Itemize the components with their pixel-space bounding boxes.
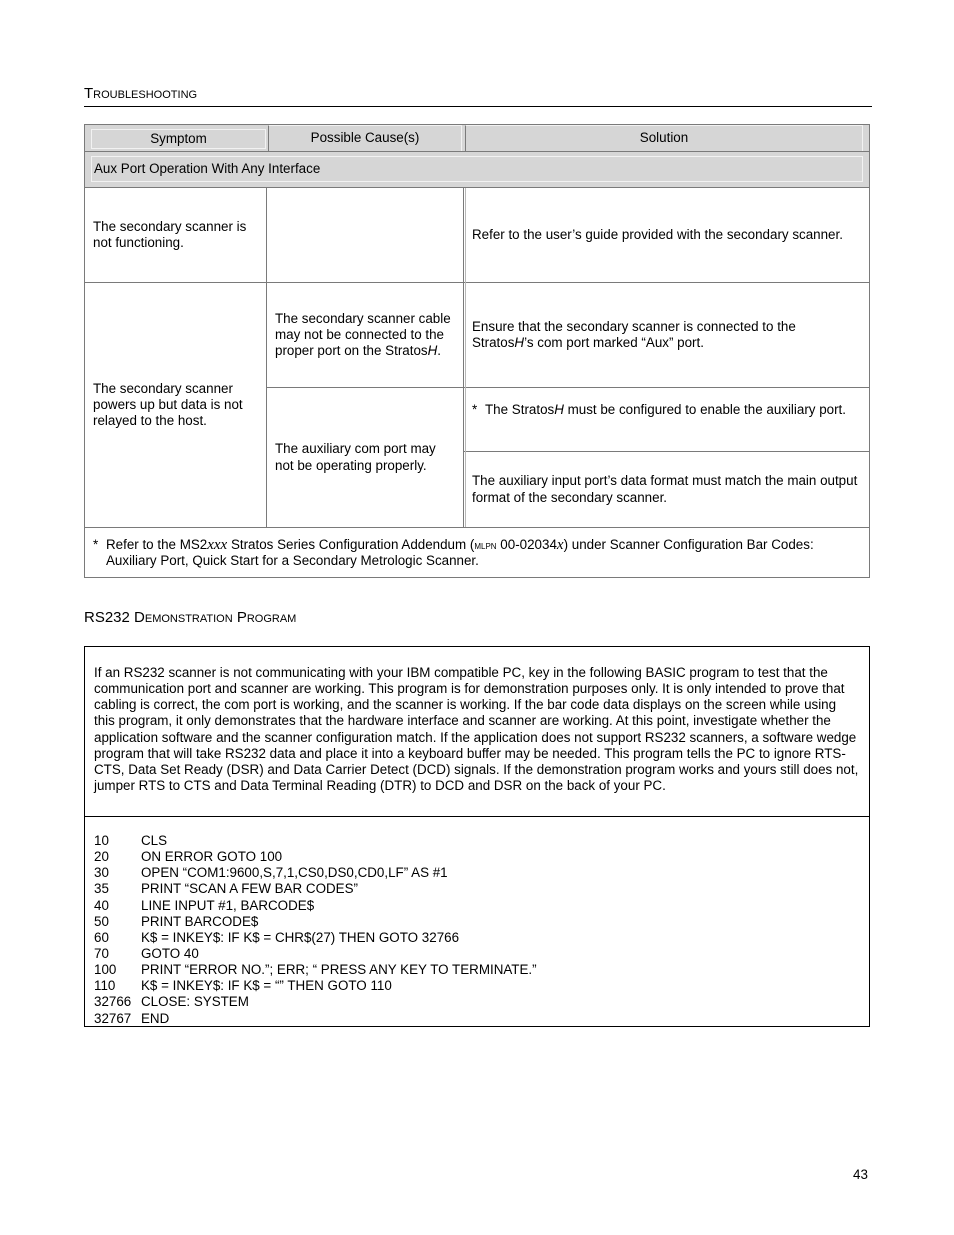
demo-heading: RS232 Demonstration Program xyxy=(84,609,297,626)
code-statement: PRINT “ERROR NO.”; ERR; “ PRESS ANY KEY TO TERMINATE.” xyxy=(141,962,537,978)
troubleshooting-table xyxy=(84,124,870,578)
header-cause: Possible Cause(s) xyxy=(268,125,462,152)
group-label: Aux Port Operation With Any Interface xyxy=(91,156,863,182)
demo-divider xyxy=(85,816,869,817)
code-line-number: 30 xyxy=(94,865,109,881)
row2-solution2: * The StratosH must be configured to enable the auxiliary port. xyxy=(472,402,847,417)
heading-rule xyxy=(84,106,872,107)
code-line-number: 70 xyxy=(94,945,109,961)
code-statement: K$ = INKEY$: IF K$ = CHR$(27) THEN GOTO 32766 xyxy=(141,929,460,945)
row1-symptom: The secondary scanner is not functioning. xyxy=(93,218,247,250)
code-line-number: 32766 xyxy=(94,994,132,1010)
code-statement: PRINT BARCODE$ xyxy=(141,913,259,929)
code-line-number: 100 xyxy=(94,962,117,978)
header-solution: Solution xyxy=(465,125,863,152)
code-line-number: 40 xyxy=(94,897,109,913)
code-line-number: 110 xyxy=(94,978,116,994)
code-statement: LINE INPUT #1, BARCODE$ xyxy=(141,897,315,913)
row2-solution3: The auxiliary input port’s data format must match the main output format of the secondary scanner. xyxy=(472,473,858,505)
code-statement: CLOSE: SYSTEM xyxy=(141,994,249,1010)
troubleshooting-heading: Troubleshooting xyxy=(84,85,198,102)
code-statement: ON ERROR GOTO 100 xyxy=(141,849,283,865)
code-line-number: 32767 xyxy=(94,1010,132,1026)
code-line-number: 10 xyxy=(94,833,109,848)
demo-program-box xyxy=(84,646,870,1027)
code-line-number: 60 xyxy=(94,929,109,945)
row2-solution1: Ensure that the secondary scanner is connected to the StratosH’s com port marked “Aux” port. xyxy=(472,318,796,350)
code-statement: OPEN “COM1:9600,S,7,1,CS0,DS0,CD0,LF” AS #1 xyxy=(141,865,448,881)
demo-intro-text: If an RS232 scanner is not communicating with your IBM compatible PC, key in the following BASIC program to test that the communication port and scanner are working. This program is for demonstration purposes only. It is only intended to prove that cabling is correct, the com port is working, and the scanner is working. If the bar code data displays on the screen while using this program, it only demonstrates that the hardware interface and scanner are working. At this point, investigate whether the application software and the scanner configuration match. If the application does not support RS232 scanners, a software wedge program that will take RS232 data and place it into a keyboard buffer may be needed. This program tells the PC to ignore RTS-CTS, Data Set Ready (DSR) and Data Carrier Detect (DCD) signals. If the demonstration program works and yours still does not, jumper RTS to CTS and Data Terminal Reading (DTR) to DCD and DSR on the back of your PC. xyxy=(94,665,859,794)
group-row xyxy=(85,152,869,188)
code-statement: END xyxy=(141,1010,170,1026)
code-statement: CLS xyxy=(141,833,168,848)
row1-solution: Refer to the user’s guide provided with the secondary scanner. xyxy=(472,226,843,242)
header-symptom: Symptom xyxy=(91,129,266,149)
code-statement: GOTO 40 xyxy=(141,945,199,961)
row1-cause xyxy=(267,188,463,282)
footnote: * Refer to the MS2xxx Stratos Series Configuration Addendum (mlpn 00-02034x) under Scanner Configuration Bar Codes: Auxiliary Port, Quick Start for a Secondary Metrologic Scanner. xyxy=(93,537,814,569)
code-line-number: 20 xyxy=(94,849,109,865)
row2-symptom: The secondary scanner powers up but data is not relayed to the host. xyxy=(93,380,243,429)
code-statement: K$ = INKEY$: IF K$ = “” THEN GOTO 110 xyxy=(141,978,392,994)
row2-cause1: The secondary scanner cable may not be connected to the proper port on the StratosH. xyxy=(275,310,451,359)
code-line-number: 50 xyxy=(94,913,109,929)
table-header-row xyxy=(85,125,869,152)
page-number: 43 xyxy=(853,1167,868,1182)
row2-cause2: The auxiliary com port may not be operating properly. xyxy=(275,441,436,473)
code-statement: PRINT “SCAN A FEW BAR CODES” xyxy=(141,881,359,897)
code-line-number: 35 xyxy=(94,881,109,897)
